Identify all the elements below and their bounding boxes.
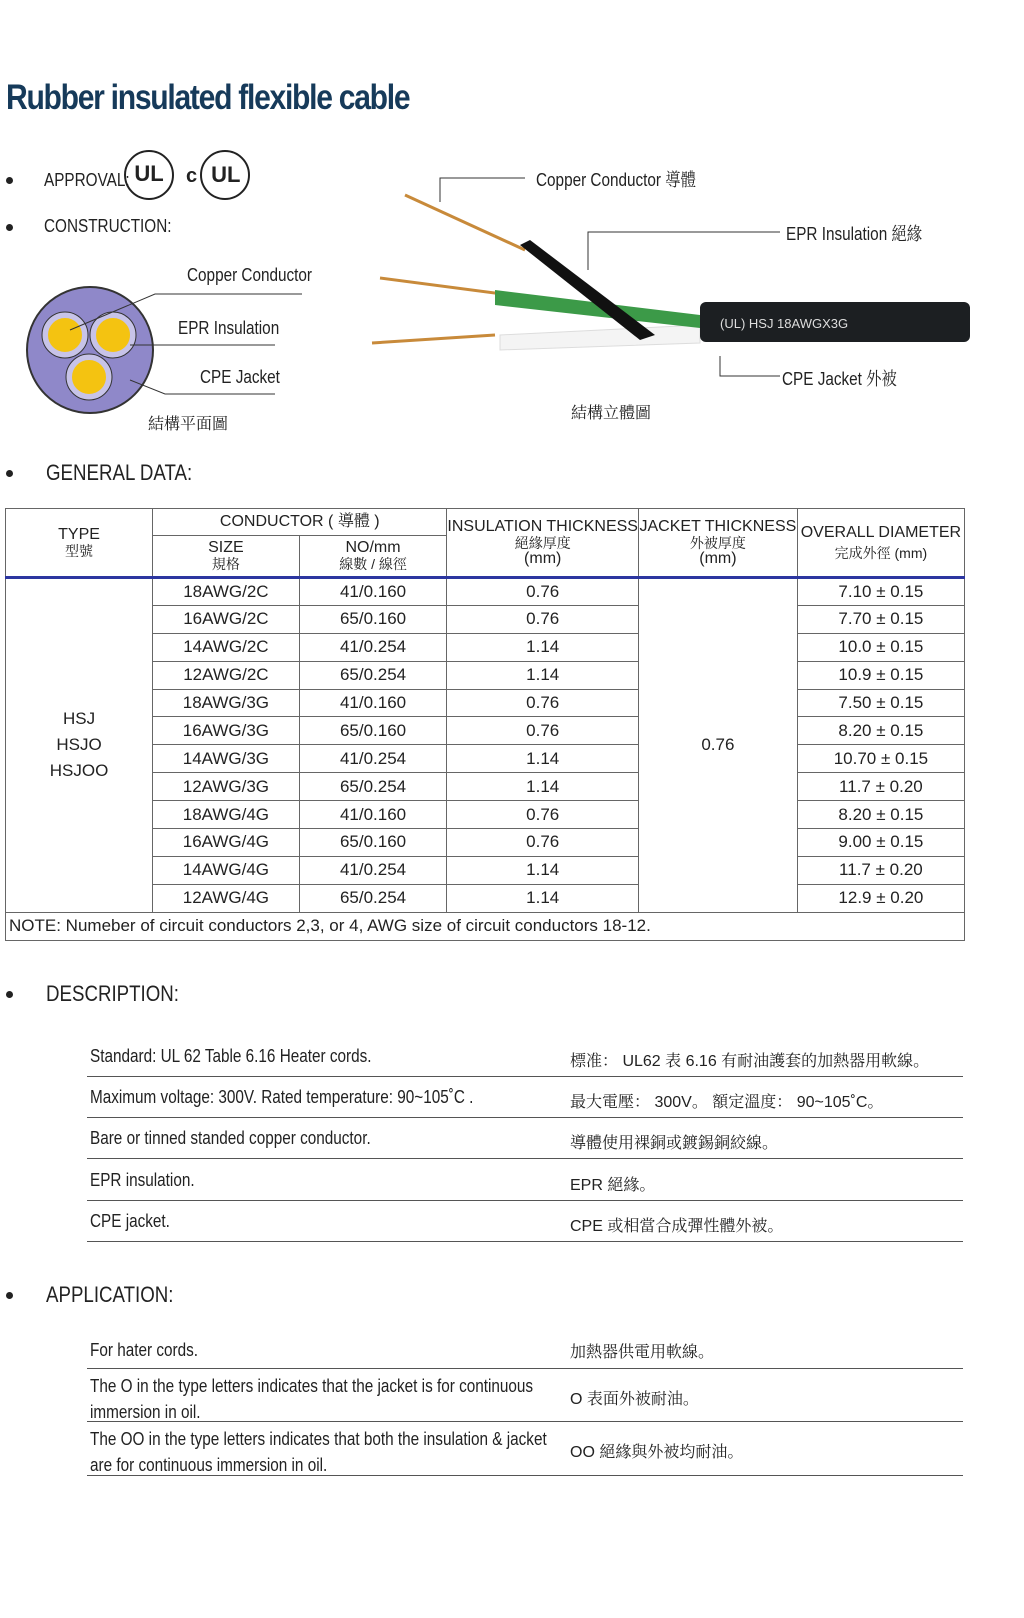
description-en: CPE jacket. xyxy=(90,1210,170,1231)
cell-no: 41/0.160 xyxy=(299,578,447,606)
cable-label-epr: EPR Insulation 絕緣 xyxy=(786,224,923,244)
cable-print: (UL) HSJ 18AWGX3G xyxy=(720,316,849,331)
description-zh: 標准： UL62 表 6.16 有耐油護套的加熱器用軟線。 xyxy=(570,1053,930,1070)
general-data-heading: GENERAL DATA: xyxy=(46,460,193,485)
cell-insulation: 1.14 xyxy=(447,661,639,689)
cell-no: 41/0.160 xyxy=(299,801,447,829)
cross-section-caption: 結構平面圖 xyxy=(148,416,229,433)
cell-no: 65/0.160 xyxy=(299,717,447,745)
application-heading: APPLICATION: xyxy=(46,1282,174,1307)
cable-illustration xyxy=(360,160,1000,400)
type-name: HSJO xyxy=(56,735,102,755)
th-jacket: JACKET THICKNESS xyxy=(639,517,797,535)
cell-size: 18AWG/3G xyxy=(153,689,300,717)
th-ins-unit: (mm) xyxy=(524,549,562,567)
cell-diameter: 8.20 ± 0.15 xyxy=(797,717,964,745)
application-en xyxy=(90,1426,547,1478)
cell-size: 16AWG/4G xyxy=(153,829,300,857)
application-row xyxy=(87,1422,963,1476)
th-type: TYPE xyxy=(58,525,100,543)
cell-no: 41/0.254 xyxy=(299,633,447,661)
th-ins: INSULATION THICKNESS xyxy=(447,517,638,535)
cell-size: 14AWG/2C xyxy=(153,633,300,661)
description-zh: CPE 或相當合成彈性體外被。 xyxy=(570,1217,784,1235)
description-row xyxy=(87,1201,963,1242)
description-en: Maximum voltage: 300V. Rated temperature: 90~105˚C . xyxy=(90,1087,474,1108)
type-cell xyxy=(6,578,153,913)
general-data-table xyxy=(5,508,965,941)
cell-diameter: 7.50 ± 0.15 xyxy=(797,689,964,717)
th-od-cell xyxy=(797,509,964,578)
application-en-line: The O in the type letters indicates that the jacket is for continuous xyxy=(90,1376,534,1396)
cell-no: 65/0.160 xyxy=(299,829,447,857)
th-no: NO/mm xyxy=(345,539,401,556)
description-row xyxy=(87,1160,963,1201)
cable-label-copper: Copper Conductor 導體 xyxy=(536,170,696,190)
type-name: HSJ xyxy=(62,709,96,729)
application-en xyxy=(90,1337,198,1363)
label-cpe: CPE Jacket xyxy=(200,367,280,387)
page-title: Rubber insulated flexible cable xyxy=(6,78,410,117)
note-label: NOTE: xyxy=(9,916,61,936)
cell-insulation: 1.14 xyxy=(447,745,639,773)
th-no-zh: 線數 / 線徑 xyxy=(339,556,407,572)
cell-jacket: 0.76 xyxy=(638,578,797,913)
application-en-line: For hater cords. xyxy=(90,1340,198,1360)
cul-logo: cUL xyxy=(186,162,241,187)
th-conductor: CONDUCTOR ( 導體 ) xyxy=(153,509,447,536)
cell-size: 14AWG/3G xyxy=(153,745,300,773)
th-od: OVERALL DIAMETER xyxy=(800,523,962,541)
bullet xyxy=(6,991,13,998)
cell-no: 41/0.254 xyxy=(299,856,447,884)
approval-label: APPROVAL: xyxy=(44,170,130,190)
application-zh: 加熱器供電用軟線。 xyxy=(570,1343,715,1361)
application-en-line: immersion in oil. xyxy=(90,1402,201,1422)
cell-no: 65/0.254 xyxy=(299,661,447,689)
cell-diameter: 8.20 ± 0.15 xyxy=(797,801,964,829)
description-en: Bare or tinned standed copper conductor. xyxy=(90,1128,371,1149)
bullet xyxy=(6,1292,13,1299)
cell-no: 65/0.254 xyxy=(299,884,447,912)
th-no-cell xyxy=(299,536,447,578)
cell-insulation: 1.14 xyxy=(447,633,639,661)
cell-insulation: 0.76 xyxy=(447,605,639,633)
th-ins-zh: 絕緣厚度 xyxy=(514,534,571,551)
th-jacket-cell xyxy=(638,509,797,578)
cell-diameter: 10.0 ± 0.15 xyxy=(797,633,964,661)
cell-insulation: 1.14 xyxy=(447,856,639,884)
cell-insulation: 1.14 xyxy=(447,773,639,801)
ul-logo: UL xyxy=(124,150,174,200)
cell-size: 16AWG/2C xyxy=(153,605,300,633)
cell-no: 41/0.160 xyxy=(299,689,447,717)
application-en xyxy=(90,1373,533,1425)
description-row xyxy=(87,1036,963,1077)
th-type-zh: 型號 xyxy=(65,542,94,559)
application-row xyxy=(87,1369,963,1422)
th-size: SIZE xyxy=(208,539,244,556)
cell-size: 18AWG/4G xyxy=(153,801,300,829)
cell-size: 12AWG/4G xyxy=(153,884,300,912)
label-epr: EPR Insulation xyxy=(178,318,280,338)
application-zh: O 表面外被耐油。 xyxy=(570,1390,699,1408)
description-en: Standard: UL 62 Table 6.16 Heater cords. xyxy=(90,1046,372,1066)
cell-diameter: 11.7 ± 0.20 xyxy=(797,856,964,884)
note-cell xyxy=(6,912,965,940)
cell-diameter: 7.10 ± 0.15 xyxy=(797,578,964,606)
description-en: EPR insulation. xyxy=(90,1169,195,1190)
application-zh: OO 絕緣與外被均耐油。 xyxy=(570,1444,744,1461)
table-row xyxy=(6,578,965,606)
cell-insulation: 0.76 xyxy=(447,717,639,745)
cell-diameter: 10.9 ± 0.15 xyxy=(797,661,964,689)
description-heading: DESCRIPTION: xyxy=(46,981,179,1006)
description-zh: 導體使用裸銅或鍍錫銅絞線。 xyxy=(570,1135,779,1153)
th-od-zh: 完成外徑 (mm) xyxy=(834,544,928,561)
cell-insulation: 0.76 xyxy=(447,578,639,606)
construction-label: CONSTRUCTION: xyxy=(44,216,172,236)
bullet xyxy=(6,224,13,231)
cell-diameter: 9.00 ± 0.15 xyxy=(797,829,964,857)
th-size-cell xyxy=(153,536,300,578)
label-copper: Copper Conductor xyxy=(187,265,313,285)
cell-size: 14AWG/4G xyxy=(153,856,300,884)
description-row xyxy=(87,1118,963,1159)
cell-size: 12AWG/3G xyxy=(153,773,300,801)
th-jacket-zh: 外被厚度 xyxy=(689,534,746,551)
application-en-line: The OO in the type letters indicates that both the insulation & jacket xyxy=(90,1429,547,1449)
cell-diameter: 12.9 ± 0.20 xyxy=(797,884,964,912)
cell-size: 16AWG/3G xyxy=(153,717,300,745)
th-ins-cell xyxy=(447,509,639,578)
th-type-cell xyxy=(6,509,153,578)
type-name: HSJOO xyxy=(49,761,109,781)
bullet xyxy=(6,470,13,477)
description-row xyxy=(87,1077,963,1118)
cell-size: 18AWG/2C xyxy=(153,578,300,606)
th-jacket-unit: (mm) xyxy=(699,549,737,567)
cell-insulation: 1.14 xyxy=(447,884,639,912)
th-size-zh: 規格 xyxy=(211,556,240,572)
cell-no: 41/0.254 xyxy=(299,745,447,773)
application-row xyxy=(87,1328,963,1369)
cell-insulation: 0.76 xyxy=(447,689,639,717)
cell-diameter: 10.70 ± 0.15 xyxy=(797,745,964,773)
description-zh: EPR 絕緣。 xyxy=(570,1176,656,1194)
bullet xyxy=(6,177,13,184)
cable-label-cpe: CPE Jacket 外被 xyxy=(782,369,897,389)
cell-diameter: 7.70 ± 0.15 xyxy=(797,605,964,633)
description-zh: 最大電壓： 300V。 額定溫度： 90~105˚C。 xyxy=(570,1094,884,1112)
cable-caption: 結構立體圖 xyxy=(571,405,652,422)
application-en-line: are for continuous immersion in oil. xyxy=(90,1455,328,1475)
note-text: Numeber of circuit conductors 2,3, or 4, AWG size of circuit conductors 18-12. xyxy=(60,916,651,936)
cell-no: 65/0.254 xyxy=(299,773,447,801)
cell-insulation: 0.76 xyxy=(447,829,639,857)
cell-size: 12AWG/2C xyxy=(153,661,300,689)
cell-no: 65/0.160 xyxy=(299,605,447,633)
cell-diameter: 11.7 ± 0.20 xyxy=(797,773,964,801)
cell-insulation: 0.76 xyxy=(447,801,639,829)
